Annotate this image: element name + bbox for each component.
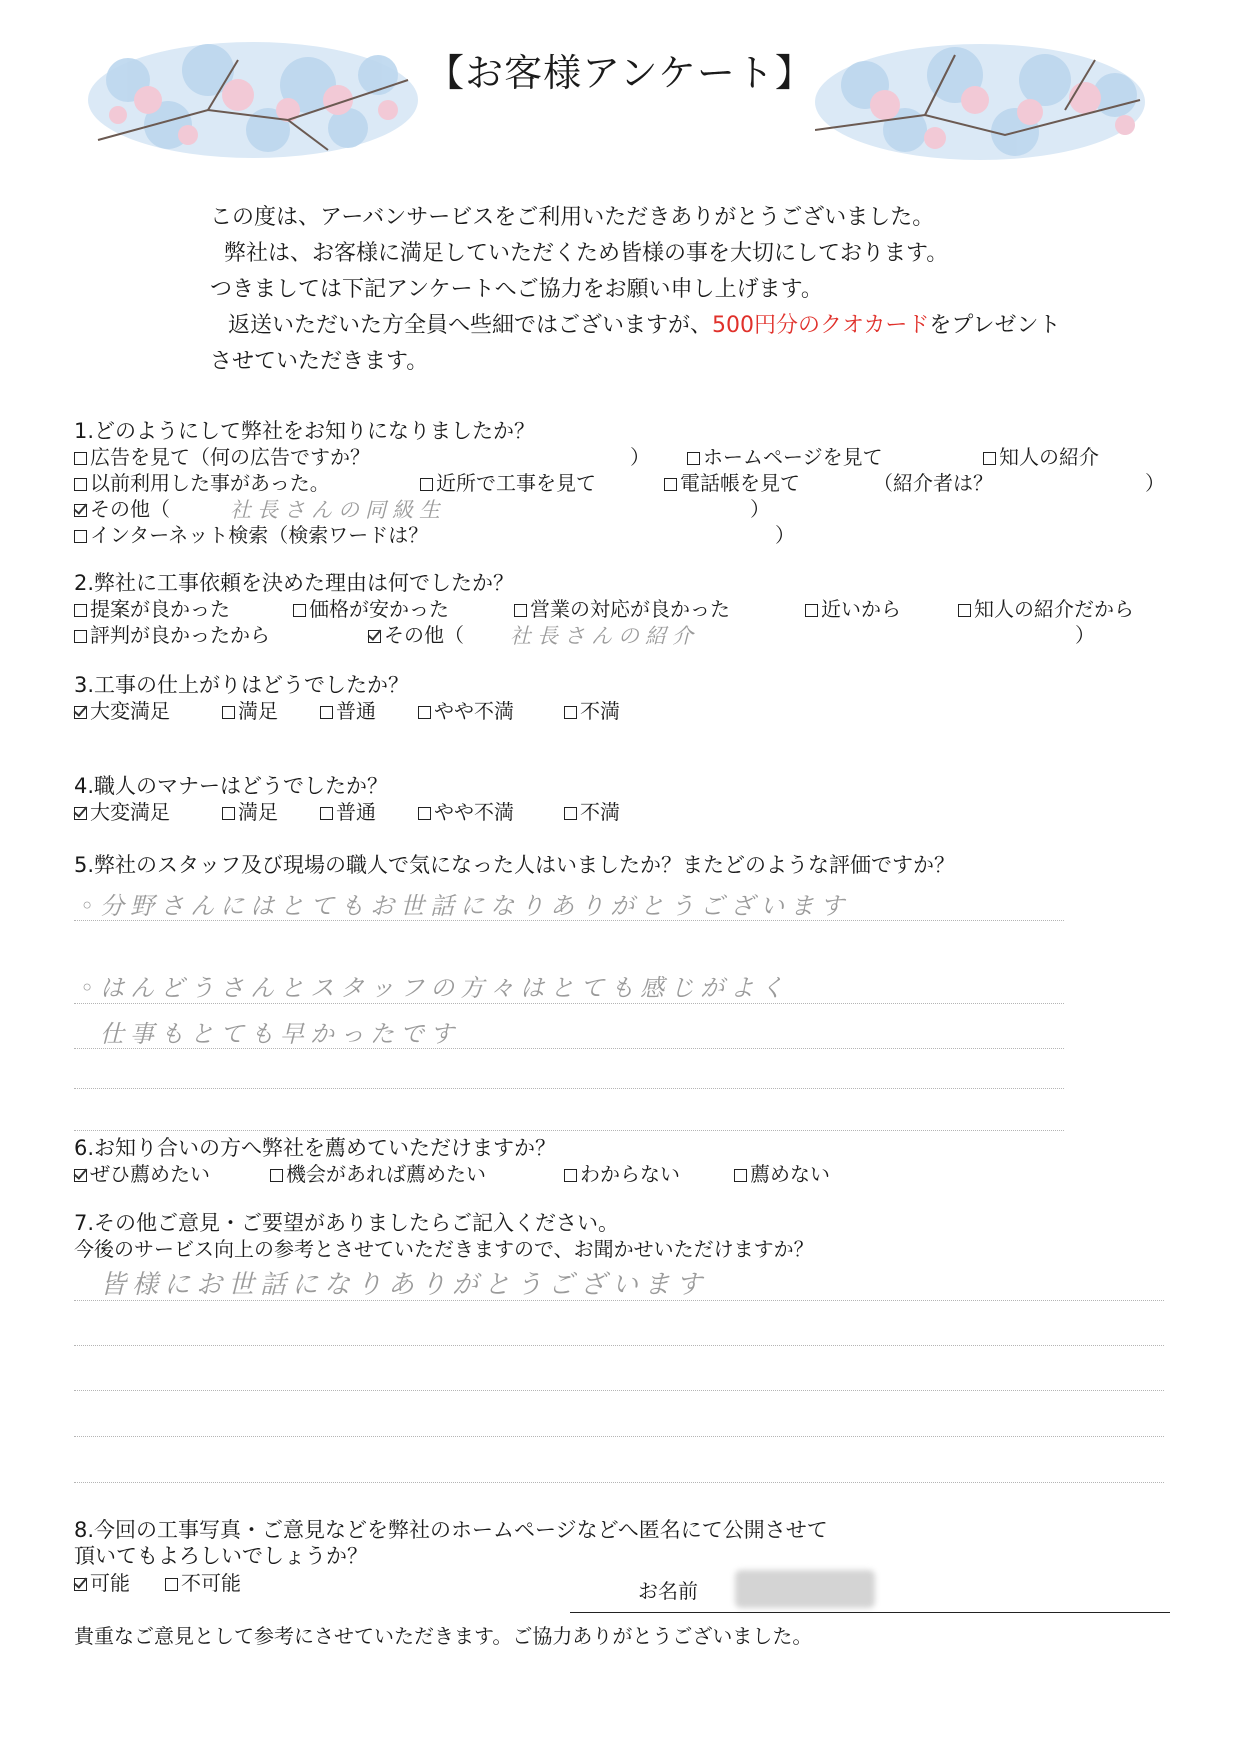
q2-option-sales[interactable] bbox=[514, 596, 730, 622]
q1-internet-paren-close: ） bbox=[775, 523, 795, 547]
answer-line bbox=[74, 1482, 1164, 1483]
q2-option-near[interactable] bbox=[805, 596, 901, 622]
intro-line-text: をプレゼント bbox=[929, 313, 1061, 338]
question-1: 1.どのようにして弊社をお知りになりましたか？ bbox=[74, 419, 536, 443]
option-label: その他（ bbox=[384, 623, 464, 647]
checkbox[interactable] bbox=[320, 706, 333, 719]
answer-line bbox=[74, 1300, 1164, 1301]
footer-thanks: 貴重なご意見として参考にさせていただきます。ご協力ありがとうございました。 bbox=[74, 1624, 813, 1648]
checkbox[interactable] bbox=[805, 604, 818, 617]
checkbox[interactable] bbox=[165, 1578, 178, 1591]
q1-option-prev[interactable] bbox=[74, 470, 330, 496]
q3-option-dissatisfied[interactable] bbox=[564, 698, 620, 724]
q1-ad-paren-close: ） bbox=[630, 445, 650, 469]
signature-line bbox=[570, 1612, 1170, 1613]
checkbox[interactable] bbox=[270, 1169, 283, 1182]
q1-option-friend[interactable] bbox=[983, 444, 1099, 470]
q6-option-if-chance[interactable] bbox=[270, 1161, 486, 1187]
question-6: 6.お知り合いの方へ弊社を薦めていただけますか？ bbox=[74, 1136, 557, 1160]
checkbox[interactable] bbox=[74, 630, 87, 643]
checkbox[interactable] bbox=[293, 604, 306, 617]
checkbox-checked[interactable] bbox=[74, 1169, 87, 1182]
option-label: 満足 bbox=[238, 699, 278, 723]
option-label: 普通 bbox=[336, 800, 376, 824]
checkbox[interactable] bbox=[74, 530, 87, 543]
option-label: 機会があれば薦めたい bbox=[286, 1162, 486, 1186]
q5-handwriting-line-2: ◦はんどうさんとスタッフの方々はとても感じがよく bbox=[80, 974, 791, 1002]
checkbox[interactable] bbox=[734, 1169, 747, 1182]
checkbox[interactable] bbox=[74, 452, 87, 465]
q6-option-definitely[interactable] bbox=[74, 1161, 210, 1187]
answer-line bbox=[74, 1048, 1064, 1049]
q7-handwriting: 皆様にお世話になりありがとうございます bbox=[100, 1270, 709, 1300]
q2-other-handwriting: 社長さんの紹介 bbox=[510, 624, 699, 648]
q3-option-very-satisfied[interactable] bbox=[74, 698, 170, 724]
checkbox[interactable] bbox=[420, 478, 433, 491]
question-4: 4.職人のマナーはどうでしたか？ bbox=[74, 774, 389, 798]
option-label: インターネット検索（検索ワードは？ bbox=[90, 523, 429, 547]
checkbox[interactable] bbox=[74, 478, 87, 491]
question-5: 5.弊社のスタッフ及び現場の職人で気になった人はいましたか？またどのような評価ですか？ bbox=[74, 853, 956, 877]
option-label: ぜひ薦めたい bbox=[90, 1162, 210, 1186]
q2-option-other[interactable] bbox=[368, 622, 464, 648]
q3-option-normal[interactable] bbox=[320, 698, 376, 724]
q2-option-friend[interactable] bbox=[958, 596, 1134, 622]
option-label: 以前利用した事があった。 bbox=[90, 471, 330, 495]
checkbox[interactable] bbox=[418, 706, 431, 719]
redacted-name bbox=[735, 1570, 875, 1608]
q4-option-very-satisfied[interactable] bbox=[74, 799, 170, 825]
option-label: 評判が良かったから bbox=[90, 623, 270, 647]
q2-option-proposal[interactable] bbox=[74, 596, 230, 622]
intro-line: 弊社は、お客様に満足していただくため皆様の事を大切にしております。 bbox=[224, 241, 949, 266]
answer-line bbox=[74, 1003, 1064, 1004]
q3-option-somewhat-dissatisfied[interactable] bbox=[418, 698, 514, 724]
checkbox[interactable] bbox=[222, 706, 235, 719]
option-label: 不可能 bbox=[181, 1571, 241, 1595]
intro-line: させていただきます。 bbox=[210, 349, 429, 374]
checkbox[interactable] bbox=[687, 452, 700, 465]
checkbox[interactable] bbox=[222, 807, 235, 820]
answer-line bbox=[74, 920, 1064, 921]
q4-option-satisfied[interactable] bbox=[222, 799, 278, 825]
question-2: 2.弊社に工事依頼を決めた理由は何でしたか？ bbox=[74, 571, 515, 595]
q3-option-satisfied[interactable] bbox=[222, 698, 278, 724]
option-label: やや不満 bbox=[434, 699, 514, 723]
answer-line bbox=[74, 1390, 1164, 1391]
option-label: 知人の紹介だから bbox=[974, 597, 1134, 621]
q2-option-reputation[interactable] bbox=[74, 622, 270, 648]
q1-other-paren-close: ） bbox=[750, 497, 770, 521]
q5-handwriting-line-1: ◦分野さんにはとてもお世話になりありがとうございます bbox=[80, 892, 851, 920]
checkbox[interactable] bbox=[664, 478, 677, 491]
q8-option-no[interactable] bbox=[165, 1570, 241, 1596]
option-label: 可能 bbox=[90, 1571, 130, 1595]
option-label: 大変満足 bbox=[90, 800, 170, 824]
intro-text bbox=[210, 200, 1060, 380]
page-title: 【お客様アンケート】 bbox=[426, 51, 814, 95]
checkbox[interactable] bbox=[74, 604, 87, 617]
q5-handwriting-line-3: 仕事もとても早かったです bbox=[100, 1020, 460, 1048]
q1-option-nearby[interactable] bbox=[420, 470, 596, 496]
q1-other-handwriting: 社長さんの同級生 bbox=[230, 498, 446, 522]
q1-option-homepage[interactable] bbox=[687, 444, 883, 470]
question-3: 3.工事の仕上がりはどうでしたか？ bbox=[74, 673, 410, 697]
checkbox[interactable] bbox=[418, 807, 431, 820]
checkbox-checked[interactable] bbox=[74, 807, 87, 820]
q1-option-phonebook[interactable] bbox=[664, 470, 800, 496]
checkbox[interactable] bbox=[983, 452, 996, 465]
intro-line: この度は、アーバンサービスをご利用いただきありがとうございました。 bbox=[210, 205, 935, 230]
q4-option-somewhat-dissatisfied[interactable] bbox=[418, 799, 514, 825]
question-8-line-2: 頂いてもよろしいでしょうか？ bbox=[74, 1544, 368, 1568]
answer-line bbox=[74, 1345, 1164, 1346]
q2-option-price[interactable] bbox=[293, 596, 449, 622]
checkbox[interactable] bbox=[320, 807, 333, 820]
q8-option-yes[interactable] bbox=[74, 1570, 130, 1596]
q1-option-other[interactable] bbox=[74, 496, 170, 522]
checkbox-checked[interactable] bbox=[368, 630, 381, 643]
answer-line bbox=[74, 1130, 1064, 1131]
q6-option-dont-know[interactable] bbox=[564, 1161, 680, 1187]
option-label: 近所で工事を見て bbox=[436, 471, 596, 495]
checkbox[interactable] bbox=[514, 604, 527, 617]
option-label: ホームページを見て bbox=[703, 445, 883, 469]
signature-label: お名前 bbox=[638, 1579, 698, 1603]
q6-option-wont-recommend[interactable] bbox=[734, 1161, 830, 1187]
q4-option-normal[interactable] bbox=[320, 799, 376, 825]
option-label: 不満 bbox=[580, 699, 620, 723]
option-label: その他（ bbox=[90, 497, 170, 521]
option-label: 満足 bbox=[238, 800, 278, 824]
option-label: 価格が安かった bbox=[309, 597, 449, 621]
q1-introducer-label: （紹介者は？ bbox=[873, 471, 993, 495]
q1-option-ad[interactable] bbox=[74, 444, 370, 470]
option-label: 電話帳を見て bbox=[680, 471, 800, 495]
q1-option-internet[interactable] bbox=[74, 522, 428, 548]
q7-subtext: 今後のサービス向上の参考とさせていただきますので、お聞かせいただけますか？ bbox=[74, 1237, 814, 1261]
checkbox-checked[interactable] bbox=[74, 504, 87, 517]
option-label: わからない bbox=[580, 1162, 680, 1186]
option-label: 近いから bbox=[821, 597, 901, 621]
checkbox[interactable] bbox=[564, 706, 577, 719]
checkbox-checked[interactable] bbox=[74, 706, 87, 719]
option-label: 大変満足 bbox=[90, 699, 170, 723]
q1-introducer-paren-close: ） bbox=[1145, 471, 1165, 495]
intro-line: つきましては下記アンケートへご協力をお願い申し上げます。 bbox=[210, 277, 823, 302]
checkbox-checked[interactable] bbox=[74, 1578, 87, 1591]
q2-other-paren-close: ） bbox=[1075, 623, 1095, 647]
intro-line-text: 返送いただいた方全員へ些細ではございますが、 bbox=[228, 313, 713, 338]
answer-line bbox=[74, 1088, 1064, 1089]
option-label: 営業の対応が良かった bbox=[530, 597, 730, 621]
option-label: 提案が良かった bbox=[90, 597, 230, 621]
checkbox[interactable] bbox=[958, 604, 971, 617]
option-label: やや不満 bbox=[434, 800, 514, 824]
answer-line bbox=[74, 1436, 1164, 1437]
intro-line bbox=[210, 308, 1060, 344]
option-label: 広告を見て（何の広告ですか？ bbox=[90, 445, 370, 469]
quo-card-highlight: 500円分のクオカード bbox=[712, 313, 930, 338]
question-7: 7.その他ご意見・ご要望がありましたらご記入ください。 bbox=[74, 1211, 620, 1235]
option-label: 薦めない bbox=[750, 1162, 830, 1186]
option-label: 普通 bbox=[336, 699, 376, 723]
question-8-line-1: 8.今回の工事写真・ご意見などを弊社のホームページなどへ匿名にて公開させて bbox=[74, 1518, 828, 1542]
checkbox[interactable] bbox=[564, 807, 577, 820]
q4-option-dissatisfied[interactable] bbox=[564, 799, 620, 825]
option-label: 知人の紹介 bbox=[999, 445, 1099, 469]
checkbox[interactable] bbox=[564, 1169, 577, 1182]
option-label: 不満 bbox=[580, 800, 620, 824]
